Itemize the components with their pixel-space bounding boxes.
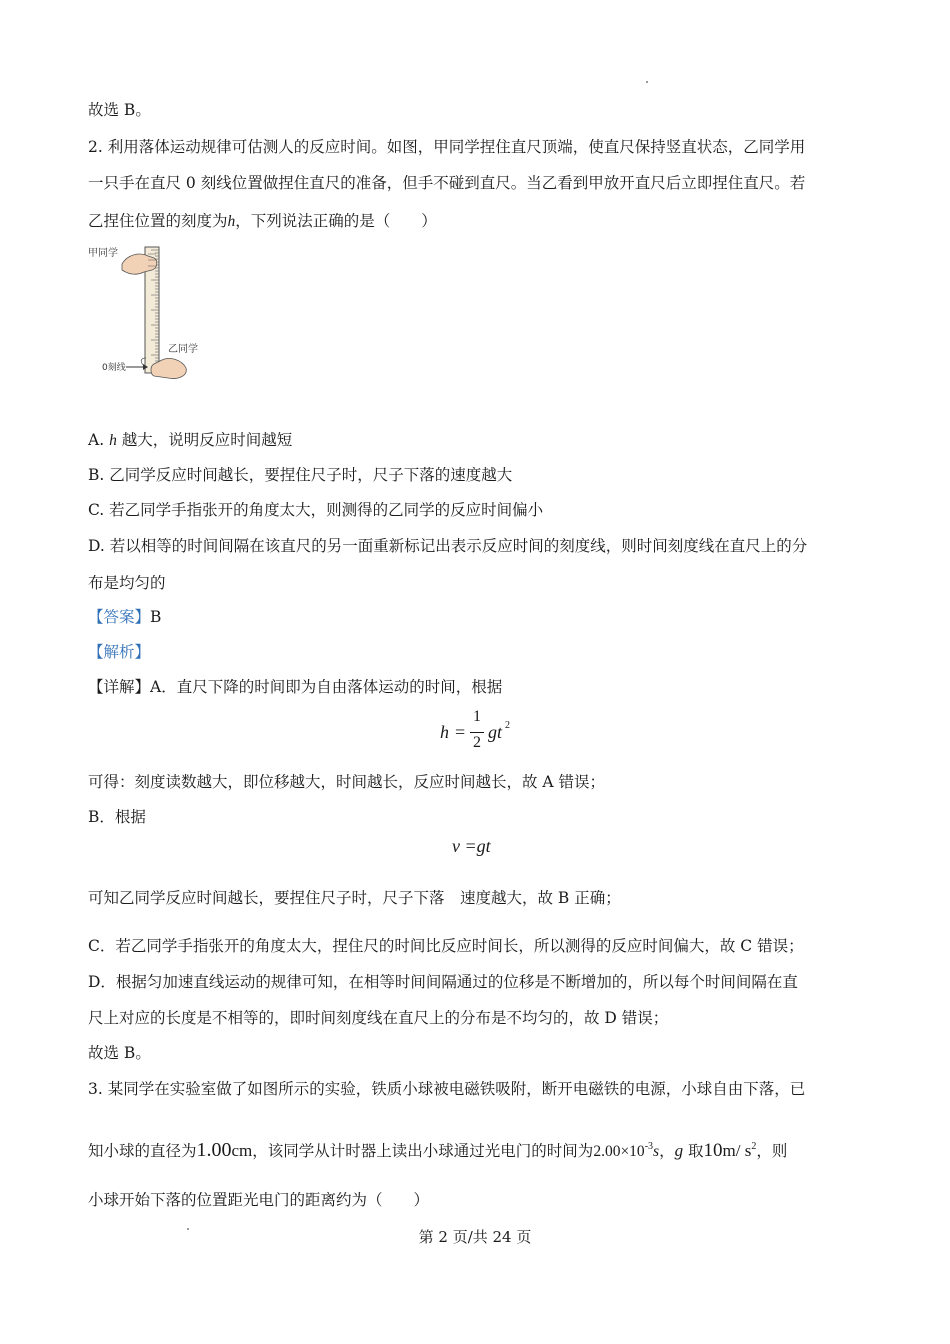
page-footer: 第 2 页/共 24 页	[418, 1228, 532, 1246]
ruler-illustration	[88, 242, 218, 382]
answer	[88, 607, 161, 627]
answer-tag: 【答案】	[88, 608, 151, 626]
answer-value: B	[150, 608, 162, 626]
equation-free-fall: h = 1 2 gt 2	[440, 708, 510, 751]
conclusion-b: 可知乙同学反应时间越长，要捏住尺子时，尺子下落 速度越大，故 B 正确；	[88, 889, 621, 907]
scan-dot	[646, 81, 648, 83]
equation-velocity: v =gt	[452, 836, 491, 856]
option-c: C. 若乙同学手指张开的角度太大，则测得的乙同学的反应时间偏小	[88, 501, 544, 519]
ruler-figure	[88, 242, 218, 382]
part-d-line1: D．根据匀加速直线运动的规律可知，在相等时间间隔通过的位移是不断增加的，所以每个时间间隔在直	[88, 973, 798, 991]
option-d-line1: D. 若以相等的时间间隔在该直尺的另一面重新标记出表示反应时间的刻度线，则时间刻度线在直尺上的分	[88, 537, 808, 555]
part-c: C．若乙同学手指张开的角度太大，捏住尺的时间比反应时间长，所以测得的反应时间偏大，故 C 错误；	[88, 937, 804, 955]
analysis-tag: 【解析】	[88, 643, 151, 661]
detail-line: 【详解】A．直尺下降的时间即为自由落体运动的时间，根据	[88, 678, 503, 696]
q3-stem-line2: 知小球的直径为1.00cm，该同学从计时器上读出小球通过光电门的时间为$2.00\times 10^{-3}s$，g 取10m/ $s^2$，则	[88, 1139, 788, 1161]
conclusion-a: 可得：刻度读数越大，即位移越大，时间越长，反应时间越长，故 A 错误；	[88, 773, 606, 791]
select-b: 故选 B。	[88, 1044, 151, 1062]
label-jia: 甲同学	[88, 248, 118, 259]
q2-stem-line3: 乙捏住位置的刻度为h，下列说法正确的是（ ）	[88, 212, 437, 230]
q3-stem-line3: 小球开始下落的位置距光电门的距离约为（ ）	[88, 1191, 430, 1209]
label-zero-line: 0刻线	[102, 363, 126, 373]
label-yi: 乙同学	[168, 344, 198, 355]
option-b: B. 乙同学反应时间越长，要捏住尺子时，尺子下落的速度越大	[88, 466, 513, 484]
q3-stem-line1: 3. 某同学在实验室做了如图所示的实验，铁质小球被电磁铁吸附，断开电磁铁的电源，小球自由下落，已	[88, 1080, 806, 1098]
part-d-line2: 尺上对应的长度是不相等的，即时间刻度线在直尺上的分布是不均匀的，故 D 错误；	[88, 1009, 669, 1027]
option-d-line2: 布是均匀的	[88, 574, 166, 592]
q2-stem-line2: 一只手在直尺 0 刻线位置做捏住直尺的准备，但手不碰到直尺。当乙看到甲放开直尺后立即捏住直尺。若	[88, 174, 806, 192]
prev-conclusion: 故选 B。	[88, 101, 151, 119]
q2-stem-line1: 2. 利用落体运动规律可估测人的反应时间。如图，甲同学捏住直尺顶端，使直尺保持竖直状态，乙同学用	[88, 138, 806, 156]
part-b-head: B．根据	[88, 808, 146, 826]
option-a: A. h 越大，说明反应时间越短	[88, 431, 293, 449]
